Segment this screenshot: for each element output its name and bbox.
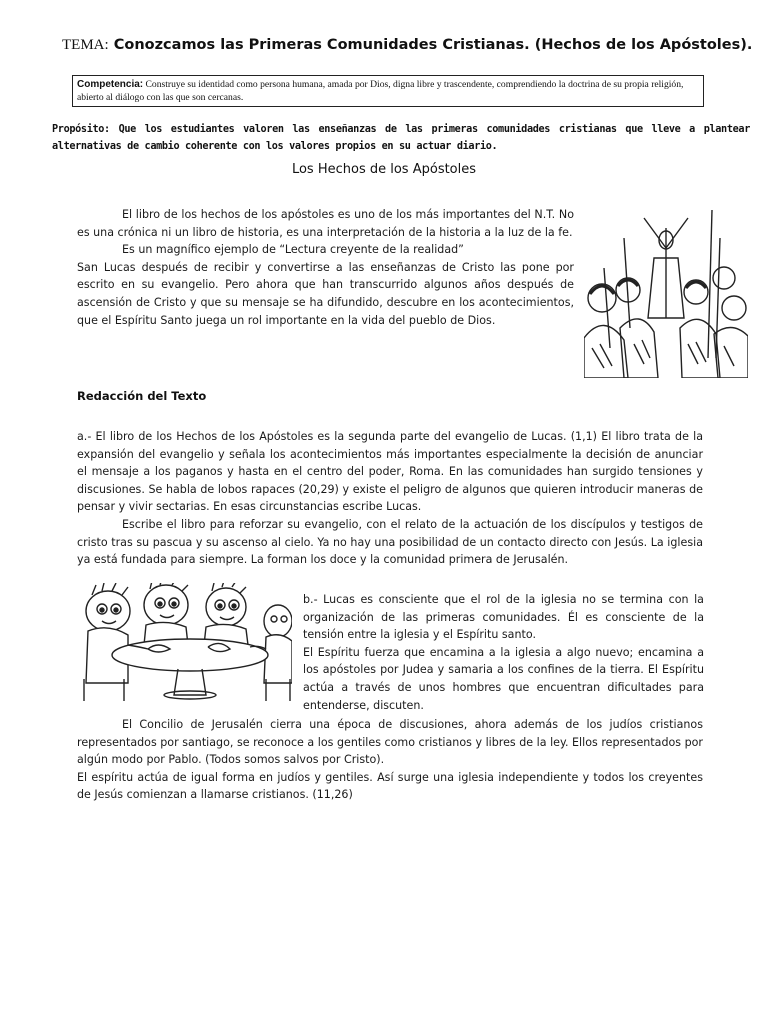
competence-box: [72, 75, 704, 107]
intro-paragraph-1: El libro de los hechos de los apóstoles es uno de los más importantes del N.T. No es una crónica ni un libro de historia, es una interpretación de la historia a la luz de la fe.: [77, 208, 574, 239]
intro-paragraph-2: Es un magnífico ejemplo de “Lectura creyente de la realidad”: [122, 243, 464, 257]
section-b: [303, 591, 704, 714]
section-c-paragraph-1: El Concilio de Jerusalén cierra una época de discusiones, ahora además de los judíos cristianos representados por santiago, se reconoce a los gentiles como cristianos y libres de la ley. Ellos representados por algún modo por Pablo. (Todos somos salvos por Cristo).: [77, 718, 703, 767]
section-b-paragraph-2: El Espíritu fuerza que encamina a la iglesia a algo nuevo; encamina a los apóstoles por Judea y samaria a los confines de la tierra. El Espíritu actúa a través de unos hombres que encuentran dificultades para entenderse, discuten.: [303, 645, 704, 712]
section-a-paragraph-1: a.- El libro de los Hechos de los Apóstoles es la segunda parte del evangelio de Lucas. (1,1) El libro trata de la expansión del evangelio y señala los acontecimientos más importantes especialmente la decisión de anunciar el mensaje a los paganos y hasta en el centro del poder, Roma. En las comunidades han surgido tensiones y discusiones. Se habla de lobos rapaces (20,29) y existe el peligro de algunos que quieren introducir maneras de pensar y vivir sectarias. En esas circunstancias escribe Lucas.: [77, 430, 703, 514]
intro-paragraph-3: San Lucas después de recibir y convertirse a las enseñanzas de Cristo las pone por escrito en su evangelio. Pero ahora que han transcurrido algunos años después de ascensión de Cristo y que su mensaje se ha difundido, descubre en los acontecimientos, que el Espíritu Santo juega un rol importante en la vida del pueblo de Dios.: [77, 260, 574, 327]
purpose-statement: [52, 121, 750, 155]
section-a: [77, 428, 703, 569]
topic-label: TEMA:: [62, 37, 109, 53]
apostles-crowd-drawing: [584, 208, 748, 378]
competence-text: Construye su identidad como persona humana, amada por Dios, digna libre y trascendente, comprendiendo la doctrina de su propia religión, abierto al diálogo con las que son cercanas.: [77, 79, 684, 103]
people-at-table-illustration: [78, 583, 292, 701]
section-a-paragraph-2: Escribe el libro para reforzar su evangelio, con el relato de la actuación de los discípulos y testigos de cristo tras su pascua y su ascenso al cielo. Ya no hay una posibilidad de un contacto directo con Jesús. La iglesia ya está fundada para siempre. La forman los doce y la comunidad primera de Jerusalén.: [77, 517, 703, 567]
section-b-paragraph-1: b.- Lucas es consciente que el rol de la iglesia no se termina con la organización de las primeras comunidades. Él es consciente de la tensión entre la iglesia y el Espíritu santo.: [303, 593, 704, 642]
competence-label: Competencia:: [77, 79, 144, 90]
purpose-text: Que los estudiantes valoren las enseñanzas de las primeras comunidades cristianas que lleve a plantear alternativas de cambio coherente con los valores propios en su actuar diario.: [52, 124, 750, 152]
section-c: [77, 716, 703, 804]
apostles-crowd-illustration: [584, 208, 748, 378]
purpose-label: Propósito:: [52, 124, 110, 135]
section-c-paragraph-2: El espíritu actúa de igual forma en judíos y gentiles. Así surge una iglesia independiente y todos los creyentes de Jesús comienzan a llamarse cristianos. (11,26): [77, 770, 703, 802]
topic-heading: [62, 37, 753, 54]
people-at-table-drawing: [78, 583, 292, 701]
section-title: Los Hechos de los Apóstoles: [291, 162, 477, 177]
subsection-title: Redacción del Texto: [77, 389, 207, 403]
intro-section: [77, 206, 574, 329]
topic-text: Conozcamos las Primeras Comunidades Cristianas. (Hechos de los Apóstoles).: [113, 37, 753, 53]
